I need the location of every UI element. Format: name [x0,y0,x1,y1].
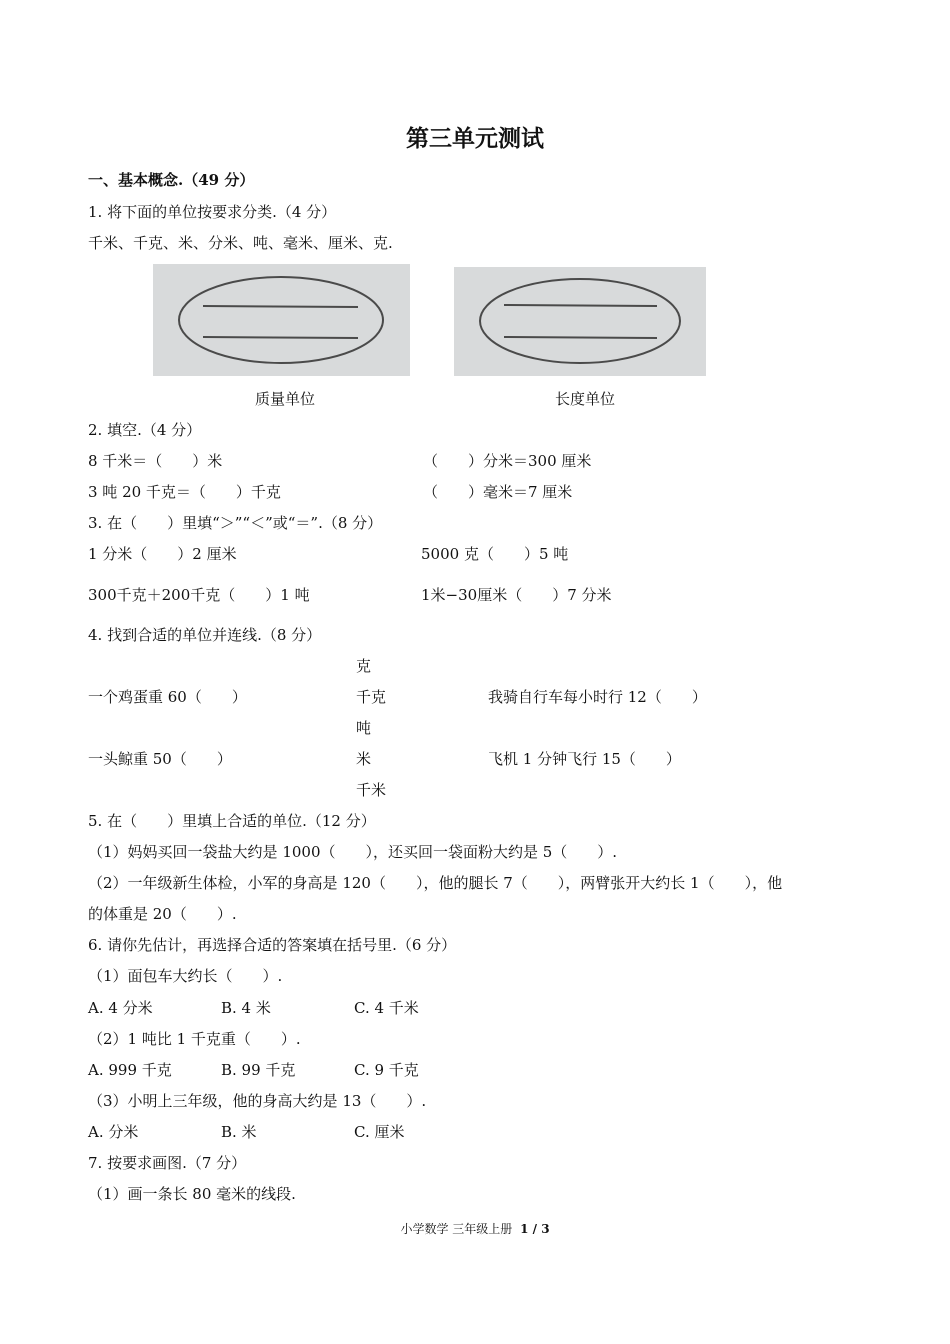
question-2-row1-left: 8 千米＝（ ）米 [88,452,223,470]
question-6-sub-2: （2）1 吨比 1 千克重（ ）. [88,1030,301,1048]
question-4-prompt: 4. 找到合适的单位并连线.（8 分） [88,626,322,644]
question-5-line-3: 的体重是 20（ ）. [88,905,237,923]
unit-option: 米 [356,750,372,768]
option-a: A. 分米 [88,1123,139,1141]
match-right-item: 我骑自行车每小时行 12（ ） [488,688,707,706]
question-3-row2-left: 300千克＋200千克（ ）1 吨 [88,586,310,604]
option-c: C. 4 千米 [354,999,419,1017]
question-3-row2-right: 1米−30厘米（ ）7 分米 [421,586,612,604]
oval-outline [480,279,680,363]
question-5-prompt: 5. 在（ ）里填上合适的单位.（12 分） [88,812,376,830]
footer-text: 小学数学 三年级上册 [400,1222,513,1236]
option-b: B. 米 [221,1123,257,1141]
question-1-units-list: 千米、千克、米、分米、吨、毫米、厘米、克. [88,234,393,252]
question-5-line-2: （2）一年级新生体检，小军的身高是 120（ ），他的腿长 7（ ），两臂张开大约长 1（ ），他 [88,874,783,892]
match-left-item: 一个鸡蛋重 60（ ） [88,688,247,706]
page-footer [0,1221,950,1237]
oval-outline [179,277,383,363]
answer-line-1 [504,305,657,306]
option-a: A. 4 分米 [88,999,153,1017]
answer-line-2 [504,337,657,338]
question-7-prompt: 7. 按要求画图.（7 分） [88,1154,247,1172]
match-left-item: 一头鲸重 50（ ） [88,750,232,768]
page-title: 第三单元测试 [406,125,544,152]
unit-option: 克 [356,657,372,675]
match-right-item: 飞机 1 分钟飞行 15（ ） [488,750,681,768]
answer-line-1 [203,306,358,307]
unit-option: 千米 [356,781,387,799]
option-a: A. 999 千克 [88,1061,172,1079]
question-3-row1-left: 1 分米（ ）2 厘米 [88,545,237,563]
question-6-prompt: 6. 请你先估计，再选择合适的答案填在括号里.（6 分） [88,936,457,954]
question-3-row1-right: 5000 克（ ）5 吨 [421,545,569,563]
option-c: C. 厘米 [354,1123,405,1141]
question-6-sub-3: （3）小明上三年级，他的身高大约是 13（ ）. [88,1092,427,1110]
option-b: B. 99 千克 [221,1061,296,1079]
question-7-sub-1: （1）画一条长 80 毫米的线段. [88,1185,296,1203]
page-number: 1 / 3 [520,1222,550,1236]
mass-units-label: 质量单位 [255,390,316,408]
length-units-label: 长度单位 [555,390,616,408]
answer-line-2 [203,337,358,338]
question-2-row2-right: （ ）毫米＝7 厘米 [423,483,573,501]
unit-option: 千克 [356,688,387,706]
question-2-row1-right: （ ）分米＝300 厘米 [423,452,592,470]
mass-units-oval-figure [153,264,410,376]
option-c: C. 9 千克 [354,1061,419,1079]
option-b: B. 4 米 [221,999,271,1017]
question-5-line-1: （1）妈妈买回一袋盐大约是 1000（ ），还买回一袋面粉大约是 5（ ）. [88,843,618,861]
question-2-prompt: 2. 填空.（4 分） [88,421,202,439]
question-2-row2-left: 3 吨 20 千克＝（ ）千克 [88,483,281,501]
question-6-sub-1: （1）面包车大约长（ ）. [88,967,283,985]
section-heading: 一、基本概念.（49 分） [88,171,255,189]
question-1-prompt: 1. 将下面的单位按要求分类.（4 分） [88,203,337,221]
unit-option: 吨 [356,719,372,737]
length-units-oval-figure [454,267,706,376]
question-3-prompt: 3. 在（ ）里填“＞”“＜”或“＝”.（8 分） [88,514,383,532]
